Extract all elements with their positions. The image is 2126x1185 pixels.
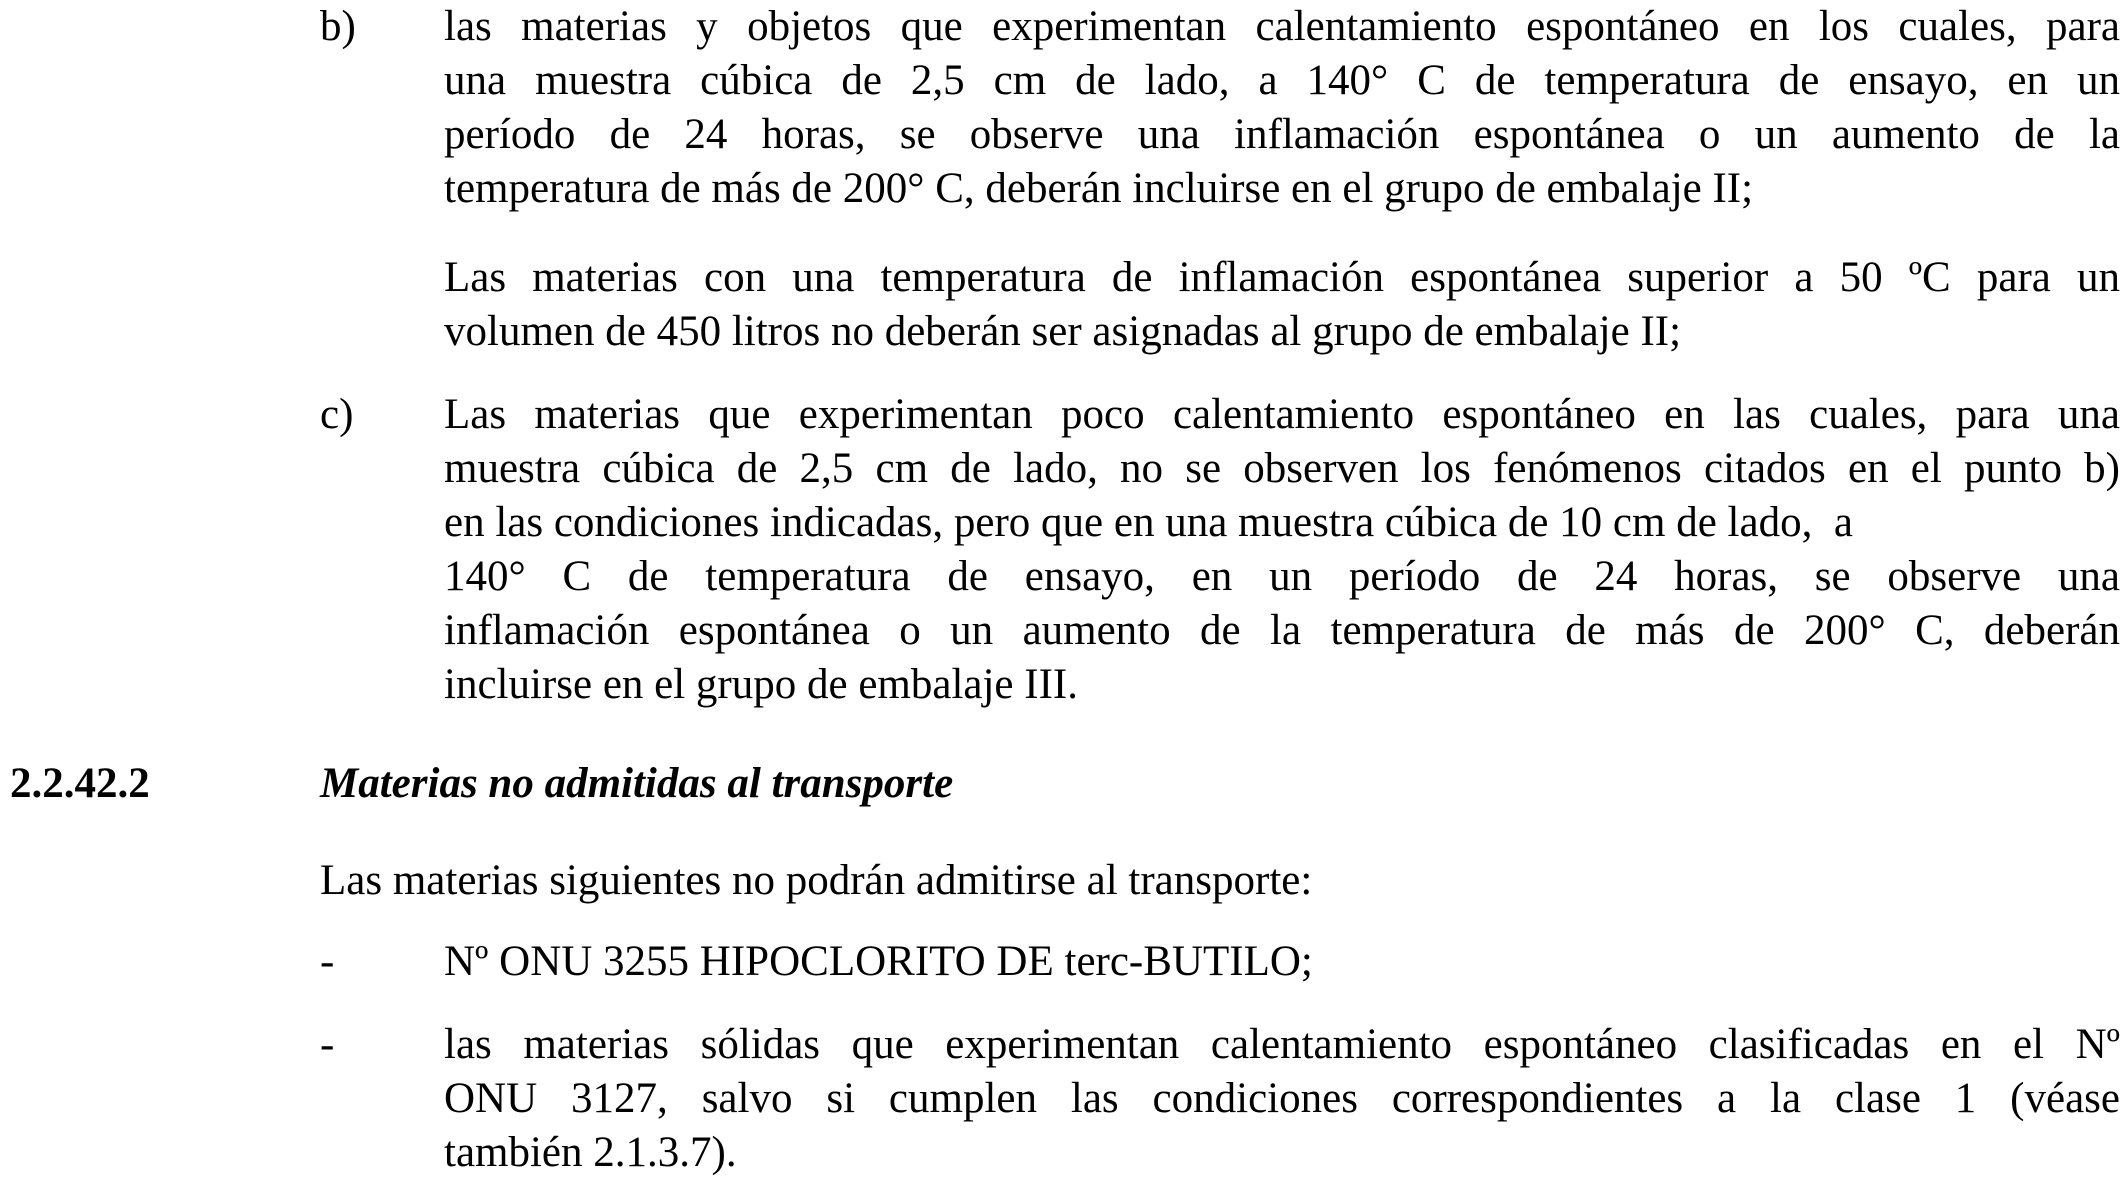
list-bullet: -	[320, 1021, 335, 1068]
section-intro: Las materias siguientes no podrán admitirse al transporte:	[320, 857, 1313, 904]
item-b-note-line: volumen de 450 litros no deberán ser asignadas al grupo de embalaje II;	[444, 308, 1682, 355]
item-b-line: período de 24 horas, se observe una inflamación espontánea o un aumento de la	[444, 111, 2120, 158]
item-b-marker: b)	[320, 3, 356, 50]
item-c-line: en las condiciones indicadas, pero que en una muestra cúbica de 10 cm de lado, a	[444, 499, 1853, 546]
item-b-note-paragraph	[444, 251, 2120, 359]
item-c-line: 140° C de temperatura de ensayo, en un período de 24 horas, se observe una	[444, 553, 2120, 600]
list-item: Nº ONU 3255 HIPOCLORITO DE terc-BUTILO;	[444, 938, 1313, 985]
list-item-line: ONU 3127, salvo si cumplen las condiciones correspondientes a la clase 1 (véase	[444, 1075, 2120, 1122]
list-item-line: las materias sólidas que experimentan calentamiento espontáneo clasificadas en el Nº	[444, 1021, 2120, 1068]
item-c-line: Las materias que experimentan poco calentamiento espontáneo en las cuales, para una	[444, 391, 2120, 438]
section-title: Materias no admitidas al transporte	[320, 760, 954, 807]
item-b-line: una muestra cúbica de 2,5 cm de lado, a 140° C de temperatura de ensayo, en un	[444, 57, 2120, 104]
list-bullet: -	[320, 938, 335, 985]
item-c-line: inflamación espontánea o un aumento de la temperatura de más de 200° C, deberán	[444, 607, 2120, 654]
item-c-line: incluirse en el grupo de embalaje III.	[444, 661, 1078, 708]
item-b-line: temperatura de más de 200° C, deberán incluirse en el grupo de embalaje II;	[444, 165, 1754, 212]
item-b-paragraph	[444, 0, 2120, 216]
item-b-line: las materias y objetos que experimentan calentamiento espontáneo en los cuales, para	[444, 3, 2120, 50]
item-c-paragraph	[444, 388, 2120, 712]
list-item	[444, 1018, 2120, 1180]
item-c-marker: c)	[320, 391, 354, 438]
list-item-line: también 2.1.3.7).	[444, 1129, 737, 1176]
item-c-line: muestra cúbica de 2,5 cm de lado, no se observen los fenómenos citados en el punto b)	[444, 445, 2120, 492]
section-number: 2.2.42.2	[10, 760, 150, 807]
item-b-note-line: Las materias con una temperatura de inflamación espontánea superior a 50 ºC para un	[444, 254, 2120, 301]
